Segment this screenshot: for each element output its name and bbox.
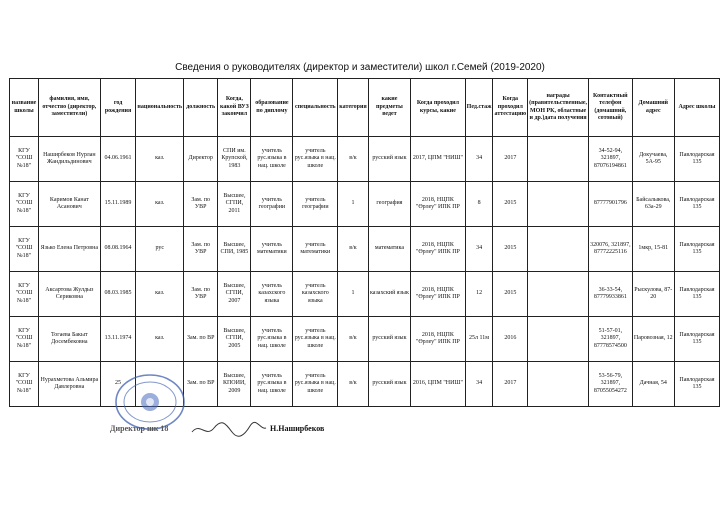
- cell-subj: география: [368, 182, 410, 227]
- cell-addr: Павлодарская 135: [674, 227, 719, 272]
- header-cell: фамилия, имя, отчество (директор, заместители): [39, 79, 101, 137]
- cell-pos: Зам. по УВР: [184, 182, 218, 227]
- cell-school: КГУ "СОШ №18": [10, 182, 39, 227]
- cell-pos: Зам. по ВР: [184, 362, 218, 407]
- cell-born: 08.03.1985: [100, 272, 136, 317]
- cell-nat: каз.: [136, 317, 184, 362]
- cell-name: Язько Елена Петровна: [39, 227, 101, 272]
- header-cell: категория: [338, 79, 368, 137]
- cell-courses: 2018, НЦПК "Өрлеу" ИПК ПР: [411, 227, 466, 272]
- header-cell: название школы: [10, 79, 39, 137]
- header-cell: Адрес школы: [674, 79, 719, 137]
- cell-courses: 2016, ЦПМ "НИШ": [411, 362, 466, 407]
- cell-univ: Высшее, СГПИ, 2005: [218, 317, 251, 362]
- cell-born: 04.06.1961: [100, 137, 136, 182]
- header-cell: награды (правительственные, МОН РК, областные и др.)дата получения: [528, 79, 589, 137]
- document-title: Сведения о руководителях (директор и заместители) школ г.Семей (2019-2020): [175, 62, 545, 73]
- signature-scribble: [188, 418, 268, 440]
- cell-courses: 2018, НЦПК "Өрлеу" ИПК ПР: [411, 317, 466, 362]
- signature-block: [110, 424, 325, 433]
- cell-home: Докучаева, 5А-95: [632, 137, 674, 182]
- cell-phone: 51-57-01, 321897, 87778574500: [589, 317, 633, 362]
- cell-school: КГУ "СОШ №18": [10, 317, 39, 362]
- cell-born: 15.11.1989: [100, 182, 136, 227]
- cell-cat: в/к: [338, 137, 368, 182]
- cell-stazh: 25л 11м: [465, 317, 493, 362]
- cell-subj: математика: [368, 227, 410, 272]
- header-cell: должность: [184, 79, 218, 137]
- cell-cat: 1: [338, 272, 368, 317]
- cell-phone: 87777901796: [589, 182, 633, 227]
- cell-school: КГУ "СОШ №18": [10, 137, 39, 182]
- header-cell: Когда проходил курсы, какие: [411, 79, 466, 137]
- cell-awards: [528, 317, 589, 362]
- cell-spec: учитель рус.языка в нац. школе: [293, 317, 338, 362]
- cell-subj: казахский язык: [368, 272, 410, 317]
- table-row: [10, 317, 720, 362]
- cell-name: Нурахметова Альмира Давлеровна: [39, 362, 101, 407]
- cell-cat: в/к: [338, 362, 368, 407]
- cell-spec: учитель рус.языка в нац. школе: [293, 137, 338, 182]
- cell-cat: 1: [338, 182, 368, 227]
- table-row: [10, 182, 720, 227]
- school-seal: [110, 372, 196, 432]
- header-row: [10, 79, 720, 137]
- cell-addr: Павлодарская 135: [674, 182, 719, 227]
- cell-attest: 2015: [493, 227, 528, 272]
- cell-courses: 2018, НЦПК "Өрлеу" ИПК ПР: [411, 182, 466, 227]
- cell-awards: [528, 182, 589, 227]
- cell-home: Дачная, 54: [632, 362, 674, 407]
- cell-attest: 2017: [493, 362, 528, 407]
- cell-spec: учитель математики: [293, 227, 338, 272]
- cell-stazh: 12: [465, 272, 493, 317]
- cell-pos: Директор: [184, 137, 218, 182]
- cell-born: 13.11.1974: [100, 317, 136, 362]
- header-cell: Домашний адрес: [632, 79, 674, 137]
- cell-courses: 2018, НЦПК "Өрлеу" ИПК ПР: [411, 272, 466, 317]
- cell-edu: учитель математики: [251, 227, 293, 272]
- cell-univ: Высшее, СПИ, 1985: [218, 227, 251, 272]
- cell-courses: 2017, ЦПМ "НИШ": [411, 137, 466, 182]
- cell-pos: Зам. по УВР: [184, 227, 218, 272]
- cell-born: 08.08.1964: [100, 227, 136, 272]
- cell-attest: 2017: [493, 137, 528, 182]
- cell-addr: Павлодарская 135: [674, 272, 719, 317]
- header-cell: Когда проходил аттестацию: [493, 79, 528, 137]
- cell-name: Наширбеков Нурлан Жандильдинович: [39, 137, 101, 182]
- cell-phone: 34-52-94, 321897, 87076194861: [589, 137, 633, 182]
- cell-home: 1мкр, 15-81: [632, 227, 674, 272]
- cell-phone: 320076, 321897, 87772225116: [589, 227, 633, 272]
- leaders-table: [9, 78, 720, 407]
- cell-pos: Зам. по ВР: [184, 317, 218, 362]
- table-row: [10, 137, 720, 182]
- header-cell: Контактный телефон (домашний, сотовый): [589, 79, 633, 137]
- cell-school: КГУ "СОШ №18": [10, 227, 39, 272]
- table-row: [10, 227, 720, 272]
- cell-stazh: 34: [465, 137, 493, 182]
- cell-spec: учитель казахского языка: [293, 272, 338, 317]
- cell-edu: учитель географии: [251, 182, 293, 227]
- cell-subj: русский язык: [368, 137, 410, 182]
- cell-awards: [528, 227, 589, 272]
- cell-stazh: 8: [465, 182, 493, 227]
- cell-phone: 36-33-54, 87779933861: [589, 272, 633, 317]
- cell-edu: учитель казахского языка: [251, 272, 293, 317]
- table-row: [10, 272, 720, 317]
- cell-nat: каз.: [136, 272, 184, 317]
- cell-univ: Высшее, СГПИ, 2007: [218, 272, 251, 317]
- cell-home: Байсалыкова, 63а-29: [632, 182, 674, 227]
- cell-addr: Павлодарская 135: [674, 317, 719, 362]
- cell-attest: 2015: [493, 272, 528, 317]
- cell-spec: учитель географии: [293, 182, 338, 227]
- cell-addr: Павлодарская 135: [674, 137, 719, 182]
- cell-attest: 2016: [493, 317, 528, 362]
- cell-born: 25: [100, 362, 136, 407]
- cell-nat: каз.: [136, 182, 184, 227]
- cell-univ: Высшее, СГПИ, 2011: [218, 182, 251, 227]
- cell-awards: [528, 362, 589, 407]
- cell-pos: Зам. по УВР: [184, 272, 218, 317]
- cell-cat: в/к: [338, 317, 368, 362]
- header-cell: год рождения: [100, 79, 136, 137]
- header-cell: какие предметы ведет: [368, 79, 410, 137]
- cell-attest: 2015: [493, 182, 528, 227]
- cell-subj: русский язык: [368, 317, 410, 362]
- cell-awards: [528, 137, 589, 182]
- cell-home: Рыскулова, 87-20: [632, 272, 674, 317]
- cell-edu: учитель рус.языка в нац. школе: [251, 362, 293, 407]
- cell-nat: рус: [136, 227, 184, 272]
- cell-edu: учитель рус.языка в нац. школе: [251, 137, 293, 182]
- header-cell: национальность: [136, 79, 184, 137]
- cell-stazh: 34: [465, 362, 493, 407]
- signature-position: Директор шк 18: [110, 424, 169, 433]
- header-cell: специальность: [293, 79, 338, 137]
- cell-name: Тогаева Бакыт Досембековна: [39, 317, 101, 362]
- cell-cat: в/к: [338, 227, 368, 272]
- cell-school: КГУ "СОШ №18": [10, 362, 39, 407]
- cell-spec: учитель рус.языка в нац. школе: [293, 362, 338, 407]
- cell-name: Аксартова Жулдыз Сериковна: [39, 272, 101, 317]
- cell-subj: русский язык: [368, 362, 410, 407]
- cell-univ: СПИ им. Крупской, 1983: [218, 137, 251, 182]
- cell-home: Паровозная, 12: [632, 317, 674, 362]
- cell-school: КГУ "СОШ №18": [10, 272, 39, 317]
- cell-addr: Павлодарская 135: [674, 362, 719, 407]
- cell-name: Каримов Канат Асанович: [39, 182, 101, 227]
- cell-awards: [528, 272, 589, 317]
- cell-phone: 53-56-79, 321897, 87055054272: [589, 362, 633, 407]
- cell-univ: Высшее, КПОИИ, 2009: [218, 362, 251, 407]
- header-cell: Когда, какой ВУЗ закончил: [218, 79, 251, 137]
- cell-edu: учитель рус.языка в нац. школе: [251, 317, 293, 362]
- signature-name: Н.Наширбеков: [270, 424, 325, 433]
- cell-nat: каз.: [136, 137, 184, 182]
- cell-stazh: 34: [465, 227, 493, 272]
- header-cell: Пед.стаж: [465, 79, 493, 137]
- header-cell: образование по диплому: [251, 79, 293, 137]
